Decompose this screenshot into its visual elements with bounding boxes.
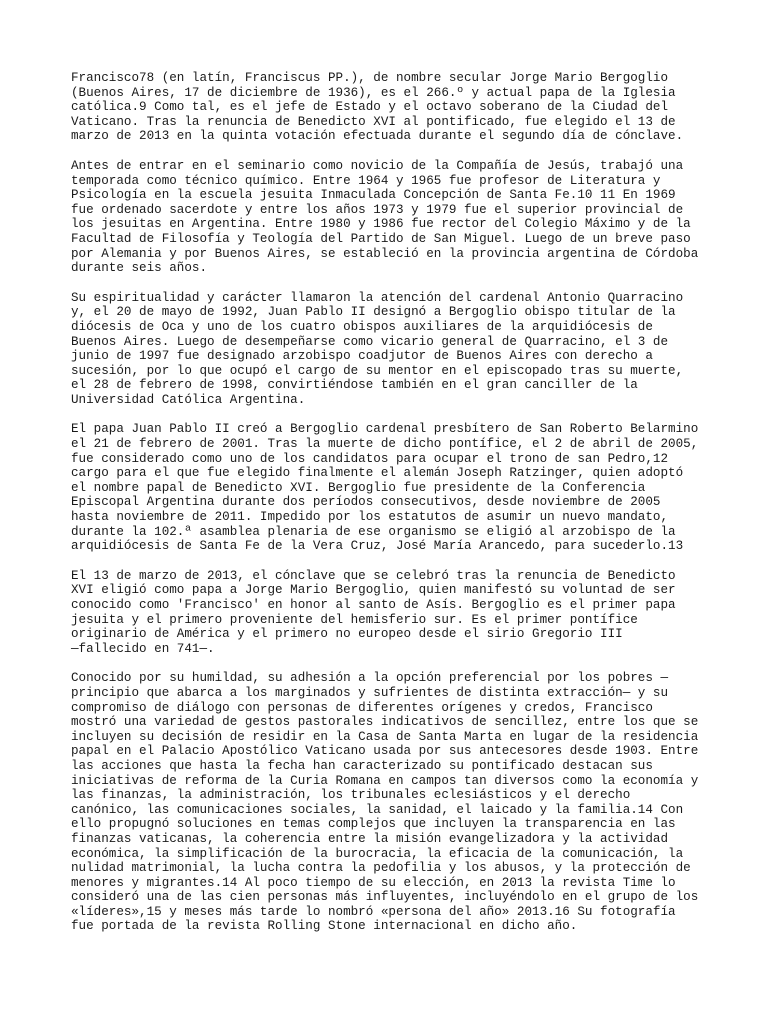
paragraph-6: Conocido por su humildad, su adhesión a la opción preferencial por los pobres — principio que abarca a los marginados y sufrientes de distinta extracción— y su compromiso de diálogo con personas de diferentes orígenes y credos, Francisco mostró una variedad de gestos pastorales indicativos de sencillez, entre los que se incluyen su decisión de residir en la Casa de Santa Marta en lugar de la residencia papal en el Palacio Apostólico Vaticano usada por sus antecesores desde 1903. Entre las acciones que hasta la fecha han caracterizado su pontificado destacan sus iniciativas de reforma de la Curia Romana en campos tan diversos como la economía y las finanzas, la administración, los tribunales eclesiásticos y el derecho canónico, las comunicaciones sociales, la sanidad, el laicado y la familia.14 Con ello propugnó soluciones en temas complejos que incluyen la transparencia en las finanzas vaticanas, la coherencia entre la misión evangelizadora y la actividad económica, la simplificación de la burocracia, la eficacia de la comunicación, la nulidad matrimonial, la lucha contra la pedofilia y los abusos, y la protección de menores y migrantes.14 Al poco tiempo de su elección, en 2013 la revista Time lo consideró una de las cien personas más influyentes, incluyéndolo en el grupo de los «líderes»,15 y meses más tarde lo nombró «persona del año» 2013.16 Su fotografía fue portada de la revista Rolling Stone internacional en dicho año. — [71, 671, 699, 934]
paragraph-4: El papa Juan Pablo II creó a Bergoglio cardenal presbítero de San Roberto Belarmino el 21 de febrero de 2001. Tras la muerte de dicho pontífice, el 2 de abril de 2005, fue considerado como uno de los candidatos para ocupar el trono de san Pedro,12 cargo para el que fue elegido finalmente el alemán Joseph Ratzinger, quien adoptó el nombre papal de Benedicto XVI. Bergoglio fue presidente de la Conferencia Episcopal Argentina durante dos períodos consecutivos, desde noviembre de 2005 hasta noviembre de 2011. Impedido por los estatutos de asumir un nuevo mandato, durante la 102.ª asamblea plenaria de ese organismo se eligió al arzobispo de la arquidiócesis de Santa Fe de la Vera Cruz, José María Arancedo, para sucederlo.13 — [71, 422, 699, 554]
paragraph-2: Antes de entrar en el seminario como novicio de la Compañía de Jesús, trabajó una temporada como técnico químico. Entre 1964 y 1965 fue profesor de Literatura y Psicología en la escuela jesuita Inmaculada Concepción de Santa Fe.10 11 En 1969 fue ordenado sacerdote y entre los años 1973 y 1979 fue el superior provincial de los jesuitas en Argentina. Entre 1980 y 1986 fue rector del Colegio Máximo y de la Facultad de Filosofía y Teología del Partido de San Miguel. Luego de un breve paso por Alemania y por Buenos Aires, se estableció en la provincia argentina de Córdoba durante seis años. — [71, 158, 699, 276]
paragraph-1: Francisco78 (en latín, Franciscus PP.), de nombre secular Jorge Mario Bergoglio (Buenos Aires, 17 de diciembre de 1936), es el 266.º y actual papa de la Iglesia católica.9 Como tal, es el jefe de Estado y el octavo soberano de la Ciudad del Vaticano. Tras la renuncia de Benedicto XVI al pontificado, fue elegido el 13 de marzo de 2013 en la quinta votación efectuada durante el segundo día de cónclave. — [71, 71, 684, 144]
document-page — [71, 71, 711, 949]
paragraph-3: Su espiritualidad y carácter llamaron la atención del cardenal Antonio Quarracino y, el 20 de mayo de 1992, Juan Pablo II designó a Bergoglio obispo titular de la diócesis de Oca y uno de los cuatro obispos auxiliares de la arquidiócesis de Buenos Aires. Luego de desempeñarse como vicario general de Quarracino, el 3 de junio de 1997 fue designado arzobispo coadjutor de Buenos Aires con derecho a sucesión, por lo que ocupó el cargo de su mentor en el episcopado tras su muerte, el 28 de febrero de 1998, convirtiéndose también en el gran canciller de la Universidad Católica Argentina. — [71, 290, 684, 407]
paragraph-5: El 13 de marzo de 2013, el cónclave que se celebró tras la renuncia de Benedicto XVI eligió como papa a Jorge Mario Bergoglio, quien manifestó su voluntad de ser conocido como 'Francisco' en honor al santo de Asís. Bergoglio es el primer papa jesuita y el primero proveniente del hemisferio sur. Es el primer pontífice originario de América y el primero no europeo desde el sirio Gregorio III —fallecido en 741—. — [71, 568, 676, 656]
